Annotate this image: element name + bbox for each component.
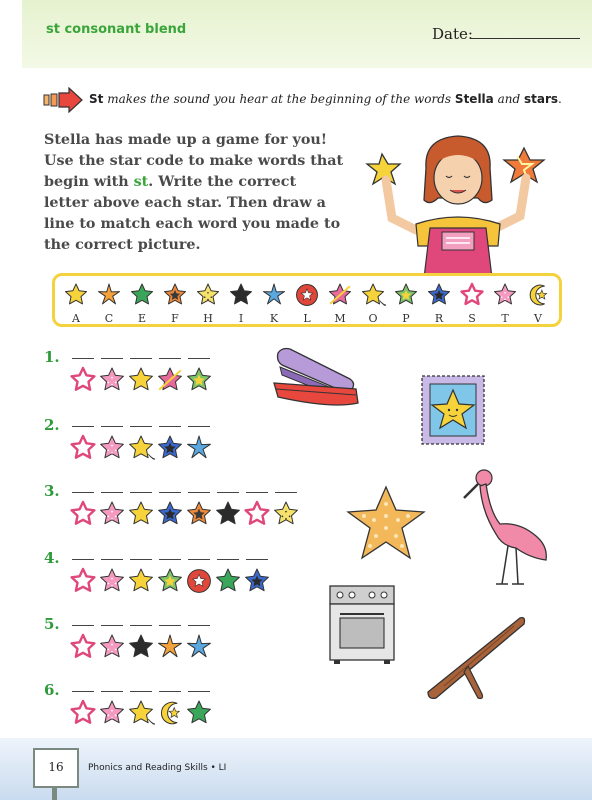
answer-blank[interactable] xyxy=(188,625,210,626)
code-item-K xyxy=(259,276,289,326)
star-clue-icon xyxy=(156,633,184,661)
answer-blank[interactable] xyxy=(188,691,210,692)
star-clue-icon xyxy=(243,567,271,595)
green-star-icon xyxy=(129,282,155,308)
code-item-T xyxy=(490,276,520,326)
code-item-V xyxy=(523,276,553,326)
black-star-icon xyxy=(228,282,254,308)
code-letter: V xyxy=(534,312,542,325)
question-number: 4. xyxy=(44,549,60,567)
star-clue-icon xyxy=(185,434,213,462)
striped-star-icon xyxy=(327,282,353,308)
star-clue-icon xyxy=(243,500,271,528)
star-clue-icon xyxy=(156,699,184,727)
star-clue-icon xyxy=(69,567,97,595)
star-clue-icon xyxy=(214,500,242,528)
question-number: 5. xyxy=(44,615,60,633)
question-number: 6. xyxy=(44,681,60,699)
star-clue-icon xyxy=(156,500,184,528)
code-item-R xyxy=(424,276,454,326)
question-number: 3. xyxy=(44,482,60,500)
star-clue-icon xyxy=(156,434,184,462)
answer-blank[interactable] xyxy=(130,358,152,359)
intro-sentence: St makes the sound you hear at the beginning of the words Stella and stars. xyxy=(89,92,562,106)
code-letter: S xyxy=(468,312,476,325)
page-title: st consonant blend xyxy=(46,22,187,37)
code-letter: L xyxy=(303,312,311,325)
code-item-E xyxy=(127,276,157,326)
star-clue-icon xyxy=(185,567,213,595)
code-letter: E xyxy=(137,312,147,325)
star-clue-icon xyxy=(69,366,97,394)
star-clue-icon xyxy=(127,567,155,595)
code-item-A xyxy=(61,276,91,326)
blue-twinkle-star-icon xyxy=(261,282,287,308)
code-item-I xyxy=(226,276,256,326)
code-letter: O xyxy=(368,312,378,325)
star-clue-icon xyxy=(156,366,184,394)
stove-picture xyxy=(326,582,398,666)
blue-star-icon xyxy=(426,282,452,308)
instructions: Stella has made up a game for you! Use the star code to make words that begin with st. Write the correct letter above each star. Then draw a line to match each word you made to the correct picture. xyxy=(44,132,344,253)
code-letter: I xyxy=(238,312,244,325)
question-number: 2. xyxy=(44,416,60,434)
code-letter: K xyxy=(269,312,279,325)
answer-blank[interactable] xyxy=(101,559,123,560)
code-item-L xyxy=(292,276,322,326)
page-number-sign xyxy=(33,748,79,788)
star-clue-icon xyxy=(98,500,126,528)
pink-outline-star-icon xyxy=(459,282,485,308)
code-letter: P xyxy=(402,312,410,325)
code-item-M xyxy=(325,276,355,326)
stamp-picture xyxy=(418,372,488,448)
star-in-circle-icon xyxy=(294,282,320,308)
star-clue-icon xyxy=(98,366,126,394)
answer-blank[interactable] xyxy=(72,492,94,493)
moon-star-icon xyxy=(525,282,551,308)
code-item-F xyxy=(160,276,190,326)
code-item-C xyxy=(94,276,124,326)
star-clue-icon xyxy=(98,567,126,595)
stella-girl-illustration xyxy=(364,128,554,278)
stapler-picture xyxy=(272,345,362,411)
star-clue-icon xyxy=(185,500,213,528)
book-title: Phonics and Reading Skills • LI xyxy=(88,763,227,773)
code-item-O xyxy=(358,276,388,326)
code-letter: H xyxy=(203,312,213,325)
star-clue-icon xyxy=(185,633,213,661)
answer-blank[interactable] xyxy=(159,426,181,427)
answer-blank[interactable] xyxy=(101,691,123,692)
answer-blank[interactable] xyxy=(188,492,210,493)
answer-blank[interactable] xyxy=(246,559,268,560)
question-number: 1. xyxy=(44,348,60,366)
answer-blank[interactable] xyxy=(159,358,181,359)
compass-star-icon xyxy=(96,282,122,308)
star-clue-icon xyxy=(98,633,126,661)
answer-blank[interactable] xyxy=(72,358,94,359)
answer-blank[interactable] xyxy=(159,625,181,626)
star-clue-icon xyxy=(69,633,97,661)
code-letter: A xyxy=(72,312,80,325)
answer-blank[interactable] xyxy=(275,492,297,493)
shooting-star-icon xyxy=(360,282,386,308)
date-field[interactable] xyxy=(470,38,580,39)
code-letter: C xyxy=(104,312,114,325)
page-number: 16 xyxy=(48,760,64,774)
answer-blank[interactable] xyxy=(130,691,152,692)
answer-blank[interactable] xyxy=(188,358,210,359)
answer-blank[interactable] xyxy=(130,492,152,493)
answer-blank[interactable] xyxy=(217,559,239,560)
answer-blank[interactable] xyxy=(101,426,123,427)
answer-blank[interactable] xyxy=(72,426,94,427)
answer-blank[interactable] xyxy=(72,559,94,560)
pink-dotted-star-icon xyxy=(492,282,518,308)
star-clue-icon xyxy=(127,699,155,727)
yellow-star-icon xyxy=(63,282,89,308)
answer-blank[interactable] xyxy=(159,492,181,493)
double-orange-star-icon xyxy=(162,282,188,308)
answer-blank[interactable] xyxy=(246,492,268,493)
answer-blank[interactable] xyxy=(72,625,94,626)
star-clue-icon xyxy=(69,699,97,727)
answer-blank[interactable] xyxy=(130,559,152,560)
star-clue-icon xyxy=(185,699,213,727)
starfish-picture xyxy=(344,484,428,562)
star-clue-icon xyxy=(127,366,155,394)
code-letter: T xyxy=(501,312,509,325)
answer-blank[interactable] xyxy=(72,691,94,692)
answer-blank[interactable] xyxy=(217,492,239,493)
answer-blank[interactable] xyxy=(188,559,210,560)
answer-blank[interactable] xyxy=(130,625,152,626)
star-clue-icon xyxy=(127,434,155,462)
code-letter: F xyxy=(171,312,179,325)
date-label: Date: xyxy=(432,25,473,43)
answer-blank[interactable] xyxy=(159,691,181,692)
star-code-key xyxy=(52,273,562,327)
code-item-H xyxy=(193,276,223,326)
star-with-dot-icon xyxy=(195,282,221,308)
star-clue-icon xyxy=(185,366,213,394)
star-clue-icon xyxy=(127,500,155,528)
star-clue-icon xyxy=(127,633,155,661)
star-clue-icon xyxy=(156,567,184,595)
code-letter: R xyxy=(434,312,444,325)
stork-picture xyxy=(460,462,552,590)
star-clue-icon xyxy=(272,500,300,528)
answer-blank[interactable] xyxy=(101,492,123,493)
star-clue-icon xyxy=(214,567,242,595)
code-item-S xyxy=(457,276,487,326)
answer-blank[interactable] xyxy=(101,625,123,626)
answer-blank[interactable] xyxy=(101,358,123,359)
arrow-icon xyxy=(43,87,83,113)
code-item-P xyxy=(391,276,421,326)
answer-blank[interactable] xyxy=(188,426,210,427)
answer-blank[interactable] xyxy=(159,559,181,560)
code-letter: M xyxy=(334,312,346,325)
star-clue-icon xyxy=(98,434,126,462)
star-clue-icon xyxy=(69,434,97,462)
star-clue-icon xyxy=(98,699,126,727)
page-sign-post xyxy=(52,788,57,800)
stick-picture xyxy=(424,612,528,702)
star-clue-icon xyxy=(69,500,97,528)
green-outline-star-icon xyxy=(393,282,419,308)
answer-blank[interactable] xyxy=(130,426,152,427)
